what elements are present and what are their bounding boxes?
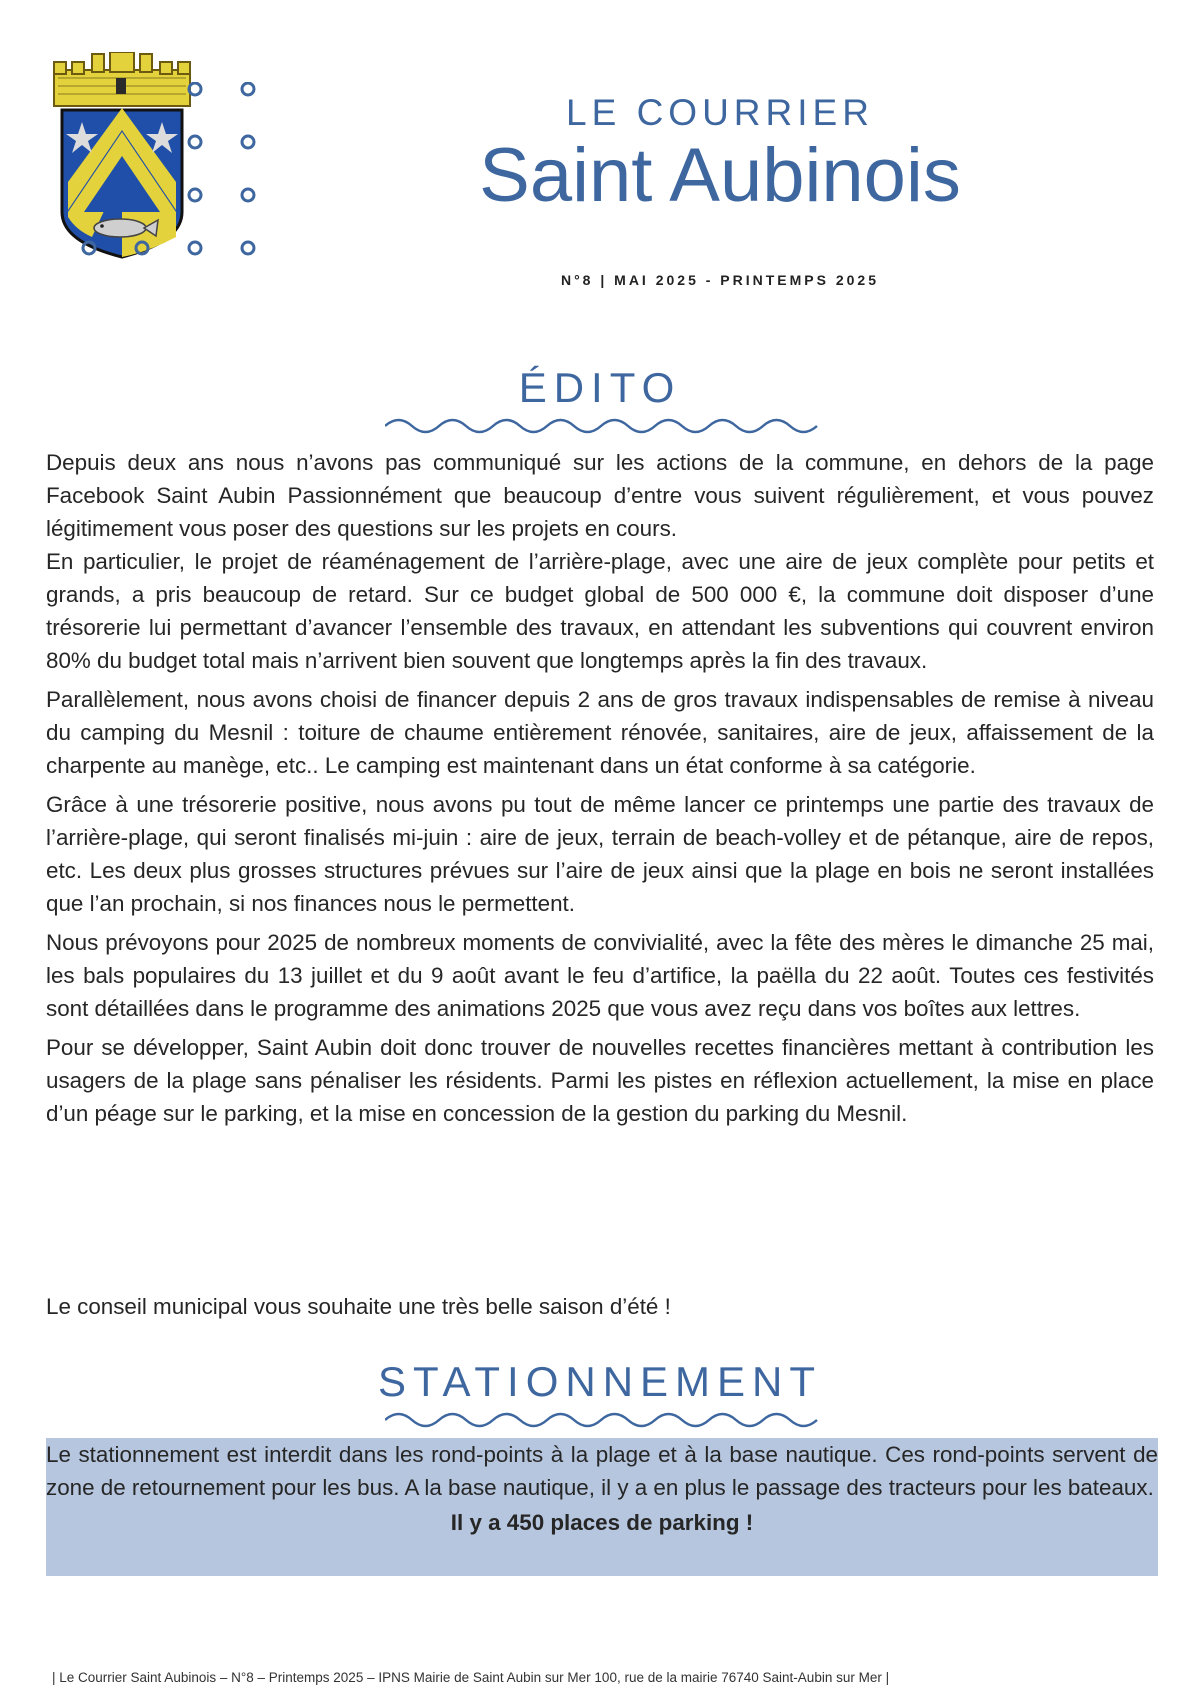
masthead-kicker: LE COURRIER [566, 92, 874, 133]
decorative-dots [80, 82, 290, 282]
issue-line: N°8 | MAI 2025 - PRINTEMPS 2025 [560, 272, 880, 288]
parking-emphasis: Il y a 450 places de parking ! [450, 1510, 754, 1535]
edito-paragraph: Depuis deux ans nous n’avons pas communiqué sur les actions de la commune, en dehors de la page Facebook Saint Aubin Passionnément que beaucoup d’entre vous suivent régulièrement, et vous pouvez légitimement vous poser des questions sur les projets en cours. [46, 450, 1154, 541]
edito-paragraph: Grâce à une trésorerie positive, nous avons pu tout de même lancer ce printemps une partie des travaux de l’arrière-plage, qui seront finalisés mi-juin : aire de jeux, terrain de beach-volley et de pétanque, aire de repos, etc. Les deux plus grosses structures prévues sur l’aire de jeux ainsi que la plage en bois ne seront installées que l’an prochain, si nos finances nous le permettent. [46, 792, 1154, 916]
parking-info-box [46, 1438, 1158, 1576]
edito-paragraph: Nous prévoyons pour 2025 de nombreux moments de convivialité, avec la fête des mères le dimanche 25 mai, les bals populaires du 13 juillet et du 9 août avant le feu d’artifice, la paëlla du 22 août. Toutes ces festivités sont détaillées dans le programme des animations 2025 que vous avez reçu dans vos boîtes aux lettres. [46, 930, 1154, 1021]
parking-text: Le stationnement est interdit dans les rond-points à la plage et à la base nautique. Ces rond-points servent de zone de retournement pour les bus. A la base nautique, il y a en plus le passage des tracteurs pour les bateaux. [46, 1442, 1158, 1500]
edito-heading: ÉDITO [518, 364, 682, 411]
edito-body [46, 446, 1154, 1136]
edito-paragraph: En particulier, le projet de réaménagement de l’arrière-plage, avec une aire de jeux complète pour petits et grands, a pris beaucoup de retard. Sur ce budget global de 500 000 €, la commune doit disposer d’une trésorerie lui permettant d’avancer l’ensemble des travaux, en attendant les subventions qui couvrent environ 80% du budget total mais n’arrivent bien souvent que longtemps après la fin des travaux. [46, 549, 1154, 673]
edito-paragraph: Parallèlement, nous avons choisi de financer depuis 2 ans de gros travaux indispensables de remise à niveau du camping du Mesnil : toiture de chaume entièrement rénovée, sanitaires, aire de jeux, affaissement de la charpente au manège, etc.. Le camping est maintenant dans un état conforme à sa catégorie. [46, 687, 1154, 778]
footer: | Le Courrier Saint Aubinois – N°8 – Printemps 2025 – IPNS Mairie de Saint Aubin sur Mer 100, rue de la mairie 76740 Saint-Aubin sur Mer | [52, 1670, 890, 1685]
wave-divider [385, 1408, 820, 1430]
wave-divider [385, 414, 820, 436]
masthead-title: Saint Aubinois [479, 133, 961, 218]
edito-paragraph: Pour se développer, Saint Aubin doit donc trouver de nouvelles recettes financières mettant à contribution les usagers de la plage sans pénaliser les résidents. Parmi les pistes en réflexion actuellement, la mise en place d’un péage sur le parking, et la mise en concession de la gestion du parking du Mesnil. [46, 1035, 1154, 1126]
stationnement-heading: STATIONNEMENT [377, 1358, 823, 1405]
edito-closing: Le conseil municipal vous souhaite une très belle saison d’été ! [46, 1294, 671, 1319]
